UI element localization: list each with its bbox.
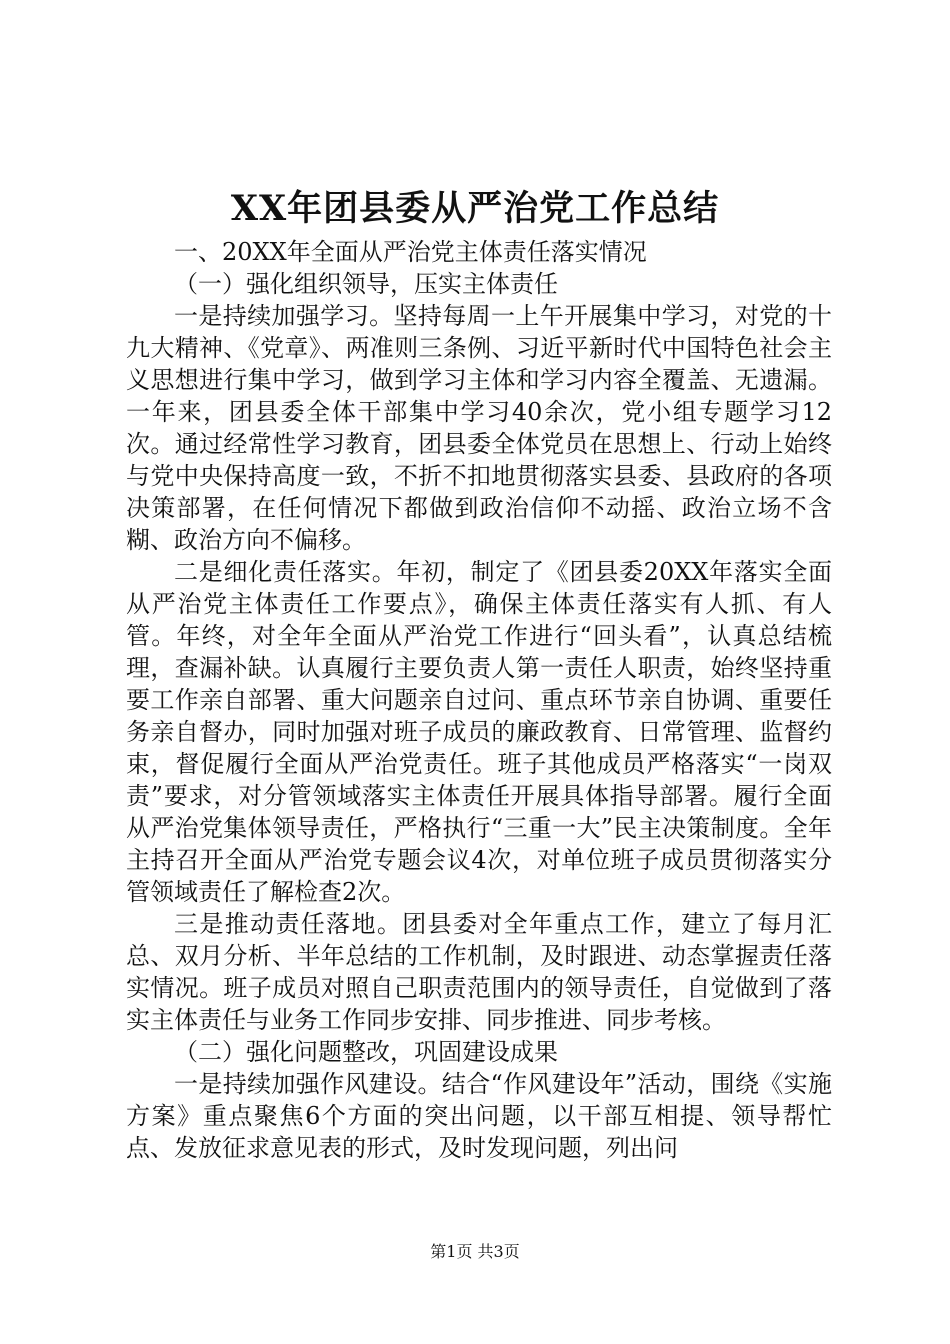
section-heading: 一、20XX年全面从严治党主体责任落实情况 — [174, 238, 647, 266]
subsection-heading: （二）强化问题整改，巩固建设成果 — [174, 1038, 558, 1066]
paragraph: 三是推动责任落地。团县委对全年重点工作，建立了每月汇总、双月分析、半年总结的工作机制，及时跟进、动态掌握责任落实情况。班子成员对照自己职责范围内的领导责任，自觉做到了落实主体责任与业务工作同步安排、同步推进、同步考核。 — [126, 910, 832, 1034]
paragraph: 一是持续加强作风建设。结合“作风建设年”活动，围绕《实施方案》重点聚焦6个方面的突出问题，以干部互相提、领导帮忙点、发放征求意见表的形式，及时发现问题，列出问 — [126, 1070, 832, 1162]
document-title: XX年团县委从严治党工作总结 — [230, 188, 720, 229]
paragraph: 一是持续加强学习。坚持每周一上午开展集中学习，对党的十九大精神、《党章》、两准则三条例、习近平新时代中国特色社会主义思想进行集中学习，做到学习主体和学习内容全覆盖、无遗漏。一年来，团县委全体干部集中学习40余次，党小组专题学习12次。通过经常性学习教育，团县委全体党员在思想上、行动上始终与党中央保持高度一致，不折不扣地贯彻落实县委、县政府的各项决策部署，在任何情况下都做到政治信仰不动摇、政治立场不含糊、政治方向不偏移。 — [126, 302, 832, 554]
subsection-heading: （一）强化组织领导，压实主体责任 — [174, 270, 558, 298]
document-body — [126, 236, 832, 1164]
paragraph: 二是细化责任落实。年初，制定了《团县委20XX年落实全面从严治党主体责任工作要点》，确保主体责任落实有人抓、有人管。年终，对全年全面从严治党工作进行“回头看”，认真总结梳理，查漏补缺。认真履行主要负责人第一责任人职责，始终坚持重要工作亲自部署、重大问题亲自过问、重点环节亲自协调、重要任务亲自督办，同时加强对班子成员的廉政教育、日常管理、监督约束，督促履行全面从严治党责任。班子其他成员严格落实“一岗双责”要求，对分管领域落实主体责任开展具体指导部署。履行全面从严治党集体领导责任，严格执行“三重一大”民主决策制度。全年主持召开全面从严治党专题会议4次，对单位班子成员贯彻落实分管领域责任了解检查2次。 — [126, 558, 832, 906]
page-footer: 第1页 共3页 — [430, 1242, 520, 1261]
